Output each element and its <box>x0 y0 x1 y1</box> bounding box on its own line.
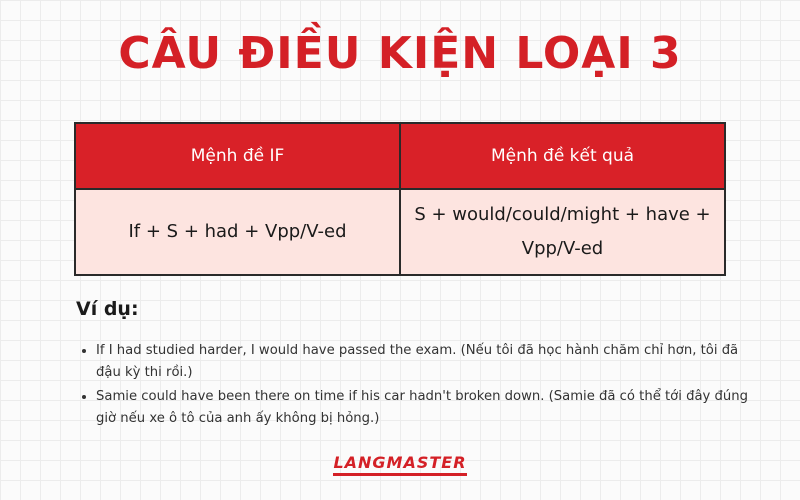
result-clause-formula: S + would/could/might + have + Vpp/V-ed <box>400 189 725 275</box>
result-clause-header: Mệnh đề kết quả <box>400 123 725 189</box>
conditional-type-3-table <box>74 122 726 276</box>
list-item: • If I had studied harder, I would have passed the exam. (Nếu tôi đã học hành chăm chỉ hơn, tôi đã đậu kỳ thi rồi.) <box>96 340 756 384</box>
logo-text: LANGMASTER <box>333 453 466 476</box>
if-clause-formula: If + S + had + Vpp/V-ed <box>75 189 400 275</box>
examples-list <box>76 340 756 432</box>
page-title: CÂU ĐIỀU KIỆN LOẠI 3 <box>118 28 682 79</box>
table-header-row <box>75 123 725 189</box>
langmaster-logo <box>0 453 800 476</box>
examples-heading: Ví dụ: <box>76 298 139 320</box>
table-row <box>75 189 725 275</box>
list-item: • Samie could have been there on time if his car hadn't broken down. (Samie đã có thể tới đây đúng giờ nếu xe ô tô của anh ấy không bị hỏng.) <box>96 386 756 430</box>
if-clause-header: Mệnh đề IF <box>75 123 400 189</box>
